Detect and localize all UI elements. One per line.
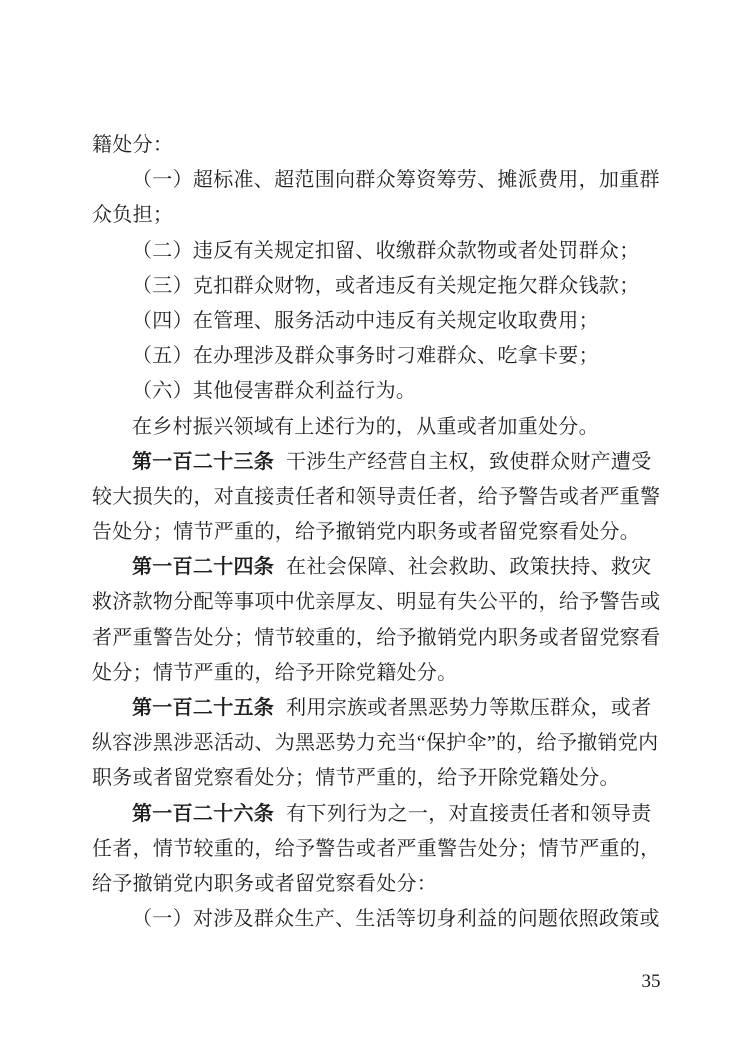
list-item-line: （四）在管理、服务活动中违反有关规定收取费用； (132, 309, 599, 332)
article-text: 干涉生产经营自主权，致使群众财产遭受 (286, 450, 652, 473)
article-line (92, 691, 664, 726)
document-body (92, 128, 664, 937)
article-text: 利用宗族或者黑恶势力等欺压群众，或者 (286, 697, 652, 719)
list-item-line: （一）超标准、超范围向群众筹资筹劳、摊派费用，加重群 (132, 169, 660, 192)
article-number: 第一百二十三条 (132, 450, 275, 473)
article-line (92, 797, 664, 832)
list-item-line: （一）对涉及群众生产、生活等切身利益的问题依照政策或 (132, 908, 660, 931)
text-line: 籍处分： (92, 134, 174, 156)
text-line: 职务或者留党察看处分；情节严重的，给予开除党籍处分。 (92, 767, 620, 790)
text-line: 救济款物分配等事项中优亲厚友、明显有失公平的，给予警告或 (92, 591, 661, 614)
text-line: 众负担； (92, 204, 174, 227)
list-item-line: （五）在办理涉及群众事务时刁难群众、吃拿卡要； (132, 345, 599, 368)
article-number: 第一百二十四条 (132, 556, 275, 579)
text-line: 告处分；情节严重的，给予撤销党内职务或者留党察看处分。 (92, 521, 641, 544)
list-item-line: （三）克扣群众财物，或者违反有关规定拖欠群众钱款； (132, 274, 640, 297)
page-number: 35 (641, 971, 661, 992)
text-line: 处分；情节严重的，给予开除党籍处分。 (92, 661, 458, 684)
article-number: 第一百二十六条 (132, 802, 275, 825)
text-line: 在乡村振兴领域有上述行为的，从重或者加重处分。 (132, 415, 599, 438)
text-line: 者严重警告处分；情节较重的，给予撤销党内职务或者留党察看 (92, 626, 661, 649)
list-item-line: （六）其他侵害群众利益行为。 (132, 380, 417, 403)
text-line: 给予撤销党内职务或者留党察看处分： (92, 872, 438, 895)
text-line: 任者，情节较重的，给予警告或者严重警告处分；情节严重的， (92, 837, 661, 860)
article-number: 第一百二十五条 (132, 697, 275, 719)
article-text: 有下列行为之一，对直接责任者和领导责 (286, 802, 652, 825)
article-line (92, 550, 664, 585)
article-line (92, 445, 664, 480)
article-text: 在社会保障、社会救助、政策扶持、救灾 (286, 556, 652, 579)
list-item-line: （二）违反有关规定扣留、收缴群众款物或者处罚群众； (132, 239, 640, 262)
text-line: 较大损失的，对直接责任者和领导责任者，给予警告或者严重警 (92, 485, 661, 508)
text-line: 纵容涉黑涉恶活动、为黑恶势力充当“保护伞”的，给予撤销党内 (92, 732, 659, 755)
